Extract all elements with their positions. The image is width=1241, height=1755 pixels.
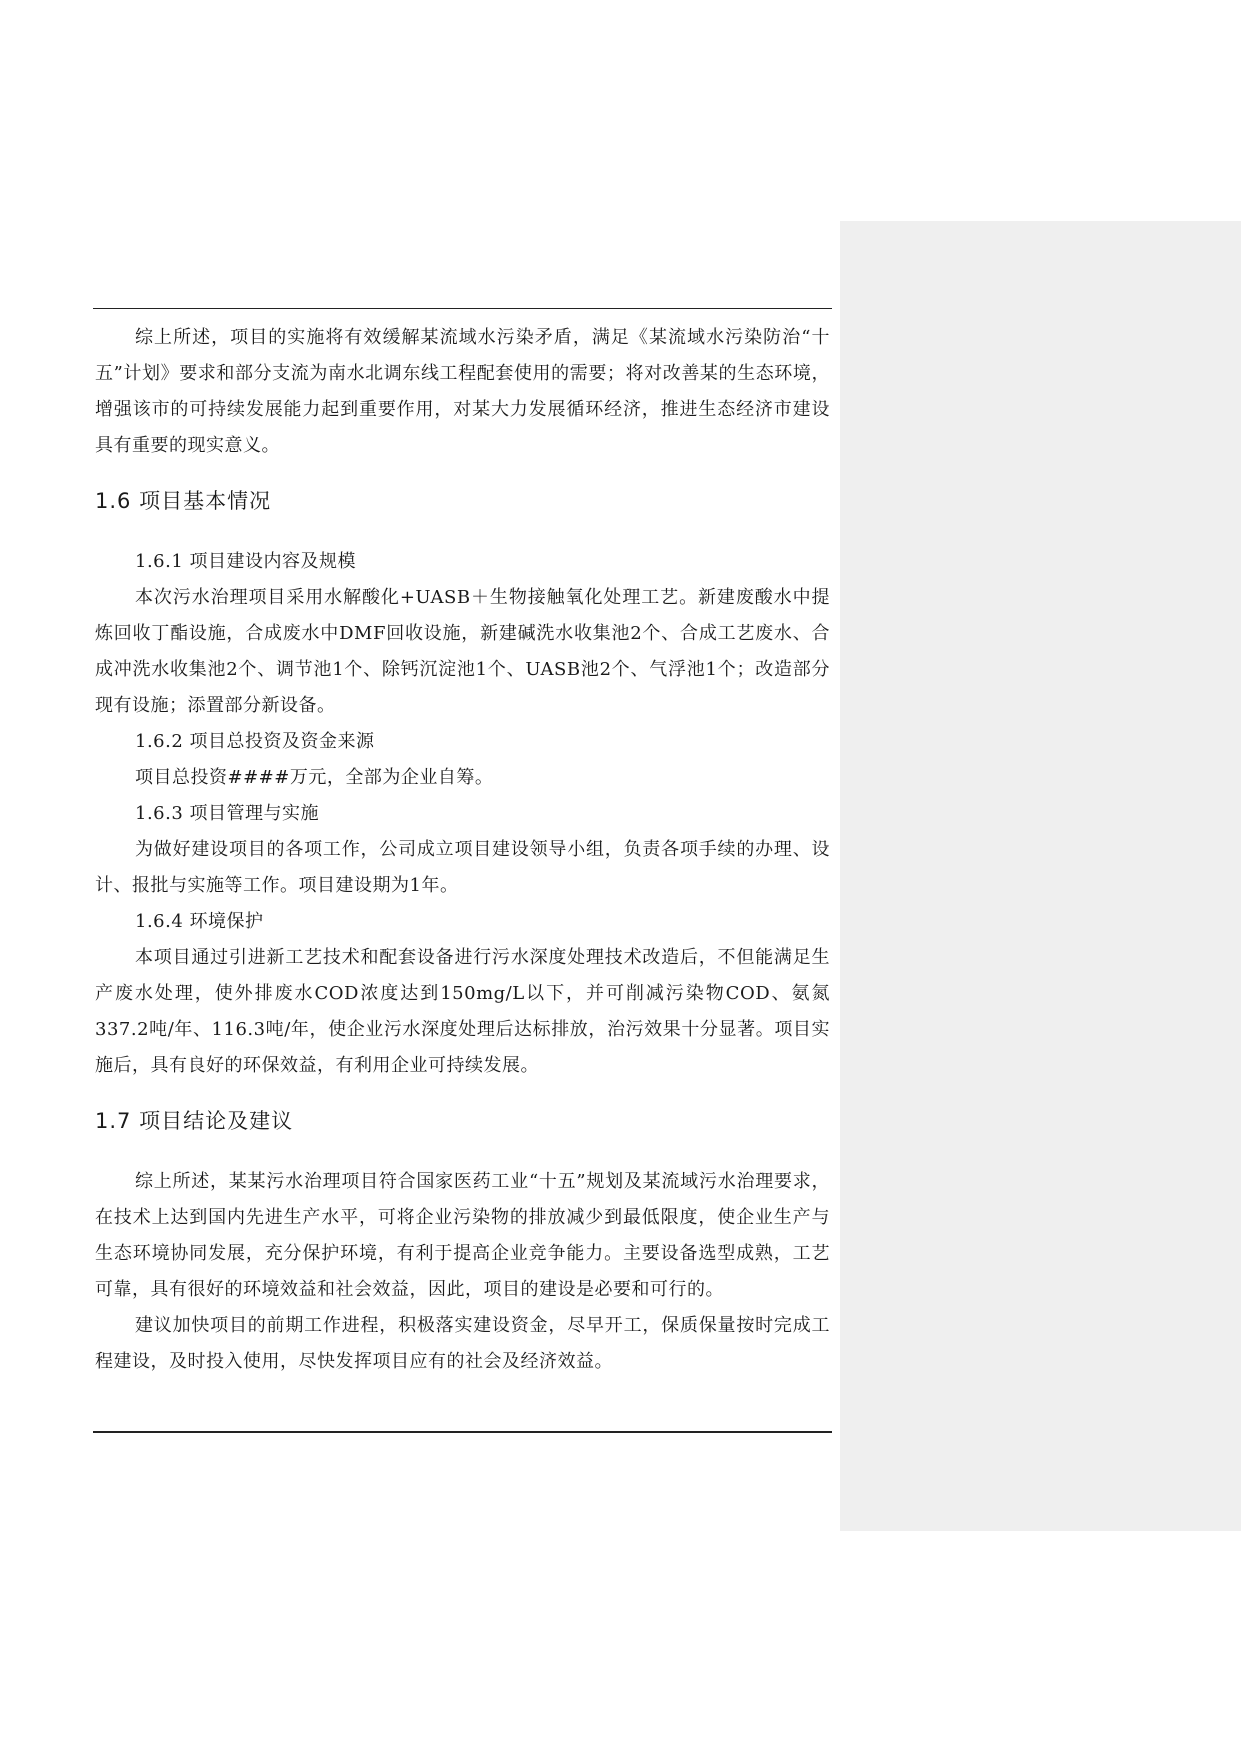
subsection-heading-1-6-1: 1.6.1 项目建设内容及规模 bbox=[135, 551, 357, 572]
paragraph-1-7-suggestion: 建议加快项目的前期工作进程，积极落实建设资金，尽早开工，保质保量按时完成工程建设，及时投入使用，尽快发挥项目应有的社会及经济效益。 bbox=[95, 1315, 830, 1372]
paragraph-1-7-conclusion: 综上所述，某某污水治理项目符合国家医药工业“十五”规划及某流域污水治理要求，在技术上达到国内先进生产水平，可将企业污染物的排放减少到最低限度，使企业生产与生态环境协同发展，充分保护环境，有利于提高企业竞争能力。主要设备选型成熟，工艺可靠，具有很好的环境效益和社会效益，因此，项目的建设是必要和可行的。 bbox=[95, 1171, 830, 1300]
paragraph-1-6-3: 为做好建设项目的各项工作，公司成立项目建设领导小组，负责各项手续的办理、设计、报批与实施等工作。项目建设期为1年。 bbox=[95, 839, 830, 896]
header-rule bbox=[93, 308, 832, 309]
comment-pane bbox=[840, 221, 1241, 1531]
section-heading-1-6: 1.6 项目基本情况 bbox=[95, 489, 272, 513]
paragraph-1-6-2: 项目总投资####万元，全部为企业自筹。 bbox=[135, 767, 494, 788]
subsection-heading-1-6-3: 1.6.3 项目管理与实施 bbox=[135, 803, 320, 824]
document-body bbox=[95, 320, 830, 1380]
paragraph-1-6-1: 本次污水治理项目采用水解酸化+UASB＋生物接触氧化处理工艺。新建废酸水中提炼回收丁酯设施，合成废水中DMF回收设施，新建碱洗水收集池2个、合成工艺废水、合成冲洗水收集池2个、调节池1个、除钙沉淀池1个、UASB池2个、气浮池1个；改造部分现有设施；添置部分新设备。 bbox=[95, 587, 830, 716]
section-heading-1-7: 1.7 项目结论及建议 bbox=[95, 1109, 294, 1133]
intro-paragraph: 综上所述，项目的实施将有效缓解某流域水污染矛盾，满足《某流域水污染防治“十五”计划》要求和部分支流为南水北调东线工程配套使用的需要；将对改善某的生态环境，增强该市的可持续发展能力起到重要作用，对某大力发展循环经济，推进生态经济市建设具有重要的现实意义。 bbox=[95, 327, 830, 456]
paragraph-1-6-4: 本项目通过引进新工艺技术和配套设备进行污水深度处理技术改造后，不但能满足生产废水处理，使外排废水COD浓度达到150mg/L以下，并可削减污染物COD、氨氮337.2吨/年、116.3吨/年，使企业污水深度处理后达标排放，治污效果十分显著。项目实施后，具有良好的环保效益，有利用企业可持续发展。 bbox=[95, 947, 830, 1076]
footer-rule bbox=[93, 1431, 832, 1433]
subsection-heading-1-6-2: 1.6.2 项目总投资及资金来源 bbox=[135, 731, 375, 752]
subsection-heading-1-6-4: 1.6.4 环境保护 bbox=[135, 911, 264, 932]
